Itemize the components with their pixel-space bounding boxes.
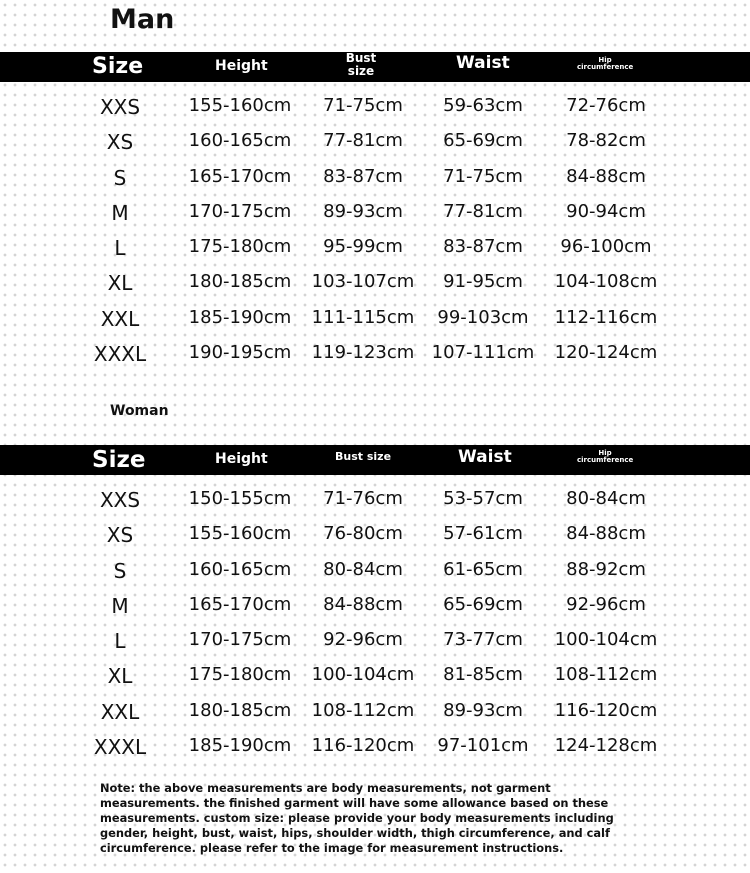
cell-height: 165-170cm [188, 165, 292, 187]
men-header-waist: Waist [456, 53, 510, 73]
cell-waist: 61-65cm [443, 558, 523, 580]
women-size-table [0, 482, 750, 764]
cell-size: XS [106, 130, 134, 155]
table-row [0, 482, 750, 517]
cell-waist: 99-103cm [437, 306, 529, 328]
table-row [0, 553, 750, 588]
women-section-title: Woman [110, 403, 169, 419]
cell-size: XXS [99, 95, 141, 119]
cell-bust: 89-93cm [323, 200, 403, 222]
cell-hip: 96-100cm [560, 236, 652, 258]
cell-hip: 88-92cm [566, 558, 646, 580]
cell-bust: 100-104cm [311, 664, 415, 686]
cell-height: 155-160cm [188, 523, 292, 545]
cell-waist: 89-93cm [443, 699, 523, 721]
cell-height: 155-160cm [188, 95, 292, 116]
cell-hip: 116-120cm [554, 699, 658, 721]
cell-waist: 83-87cm [443, 236, 523, 258]
cell-bust: 119-123cm [311, 342, 415, 364]
cell-waist: 107-111cm [431, 342, 535, 364]
cell-size: XL [107, 271, 133, 296]
table-row [0, 729, 750, 764]
table-row [0, 694, 750, 729]
table-row [0, 160, 750, 195]
men-header-bust: Bust size [345, 51, 377, 78]
women-header-size: Size [92, 447, 146, 473]
cell-size: XXL [100, 699, 140, 724]
cell-waist: 81-85cm [443, 664, 523, 686]
cell-size: S [113, 165, 127, 190]
men-section-title: Man [110, 4, 175, 35]
cell-height: 170-175cm [188, 629, 292, 651]
cell-waist: 71-75cm [443, 165, 523, 187]
cell-hip: 120-124cm [554, 342, 658, 364]
cell-size: S [113, 558, 127, 583]
cell-hip: 72-76cm [566, 95, 646, 116]
cell-bust: 83-87cm [323, 165, 403, 187]
cell-size: XXL [100, 306, 140, 331]
cell-bust: 95-99cm [323, 236, 403, 258]
cell-waist: 59-63cm [443, 95, 523, 116]
cell-height: 180-185cm [188, 699, 292, 721]
women-table-header [0, 445, 750, 475]
cell-size: M [111, 200, 129, 225]
table-row [0, 124, 750, 159]
cell-height: 185-190cm [188, 735, 292, 757]
cell-size: M [111, 593, 129, 618]
cell-height: 180-185cm [188, 271, 292, 293]
cell-size: XL [107, 664, 133, 689]
cell-height: 160-165cm [188, 558, 292, 580]
measurement-note: Note: the above measurements are body measurements, not garment measurements. the finished garment will have some allowance based on these measurements. custom size: please provide your body measurements including gender, height, bust, waist, hips, shoulder width, thigh circumference, and calf circumference. please refer to the image for measurement instructions. [100, 781, 614, 855]
cell-bust: 103-107cm [311, 271, 415, 293]
women-header-height: Height [215, 451, 268, 467]
cell-hip: 108-112cm [554, 664, 658, 686]
cell-waist: 53-57cm [443, 488, 523, 509]
cell-waist: 65-69cm [443, 593, 523, 615]
cell-size: XXXL [93, 735, 147, 760]
cell-hip: 104-108cm [554, 271, 658, 293]
table-row [0, 517, 750, 552]
cell-height: 185-190cm [188, 306, 292, 328]
cell-bust: 76-80cm [323, 523, 403, 545]
table-row [0, 230, 750, 265]
cell-hip: 84-88cm [566, 165, 646, 187]
women-header-waist: Waist [458, 447, 512, 467]
men-header-hip: Hip circumference [577, 56, 634, 72]
cell-height: 190-195cm [188, 342, 292, 364]
cell-height: 175-180cm [188, 664, 292, 686]
cell-waist: 65-69cm [443, 130, 523, 152]
cell-bust: 111-115cm [311, 306, 415, 328]
cell-bust: 108-112cm [311, 699, 415, 721]
cell-bust: 92-96cm [323, 629, 403, 651]
cell-hip: 90-94cm [566, 200, 646, 222]
cell-hip: 112-116cm [554, 306, 658, 328]
men-header-size: Size [92, 54, 144, 79]
table-row [0, 301, 750, 336]
cell-height: 175-180cm [188, 236, 292, 258]
table-row [0, 265, 750, 300]
women-header-hip: Hip circumference [577, 449, 634, 465]
table-row [0, 588, 750, 623]
table-row [0, 658, 750, 693]
table-row [0, 623, 750, 658]
cell-height: 160-165cm [188, 130, 292, 152]
cell-size: XXXL [93, 342, 147, 367]
cell-hip: 84-88cm [566, 523, 646, 545]
cell-bust: 77-81cm [323, 130, 403, 152]
cell-hip: 124-128cm [554, 735, 658, 757]
men-table-header [0, 52, 750, 82]
cell-hip: 92-96cm [566, 593, 646, 615]
women-header-bust: Bust size [335, 450, 392, 463]
cell-bust: 71-75cm [323, 95, 403, 116]
cell-size: XXS [99, 488, 141, 512]
cell-size: XS [106, 523, 134, 548]
cell-waist: 77-81cm [443, 200, 523, 222]
cell-waist: 97-101cm [437, 735, 529, 757]
cell-waist: 57-61cm [443, 523, 523, 545]
cell-bust: 116-120cm [311, 735, 415, 757]
cell-height: 170-175cm [188, 200, 292, 222]
cell-hip: 80-84cm [566, 488, 646, 509]
cell-bust: 71-76cm [323, 488, 403, 509]
men-header-height: Height [215, 58, 268, 74]
cell-hip: 100-104cm [554, 629, 658, 651]
cell-bust: 80-84cm [323, 558, 403, 580]
cell-size: L [114, 236, 126, 261]
cell-height: 165-170cm [188, 593, 292, 615]
cell-waist: 73-77cm [443, 629, 523, 651]
cell-waist: 91-95cm [443, 271, 523, 293]
men-size-table [0, 89, 750, 371]
cell-size: L [114, 629, 126, 654]
table-row [0, 89, 750, 124]
cell-hip: 78-82cm [566, 130, 646, 152]
cell-height: 150-155cm [188, 488, 292, 509]
table-row [0, 336, 750, 371]
cell-bust: 84-88cm [323, 593, 403, 615]
table-row [0, 195, 750, 230]
